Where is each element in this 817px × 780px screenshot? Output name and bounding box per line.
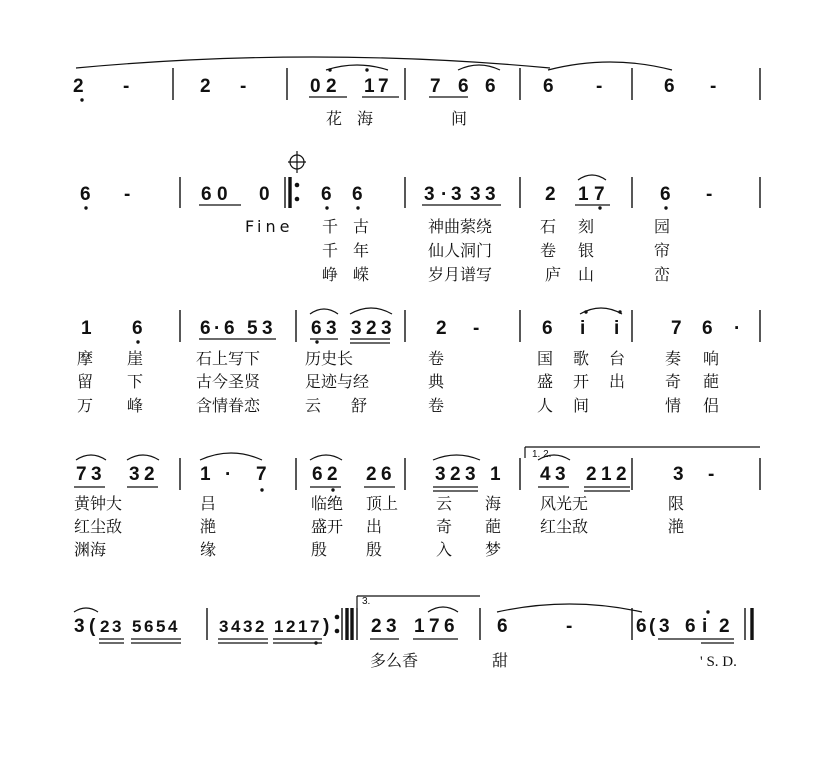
note: 3 [555,464,566,485]
lyric: 刻 [578,217,595,236]
note: 2 [255,617,265,636]
lyric: 云 [436,494,453,513]
slur [350,308,392,314]
slur [428,607,458,612]
note: 2 [436,318,447,339]
slur [433,455,480,460]
note: 2 [616,464,627,485]
lyric: 歌 [573,349,590,368]
note: 4 [231,617,241,636]
note: 6 [201,184,212,205]
note: 3 [470,184,481,205]
note: 0 [310,76,321,97]
note: 6 [132,318,143,339]
lyric: 卷 [428,396,445,415]
lyric: 风光无 [540,494,589,513]
lyric: 银 [578,241,595,260]
lyric: 奏 [665,349,682,368]
lyric: 入 [436,540,453,559]
dal-segno-mark: ' S. D. [700,654,737,670]
volta-label: 3. [362,596,371,607]
dash: - [473,318,480,339]
lyric: 多么香 [370,651,419,670]
lyric: 渊海 [74,540,107,559]
note: 2 [73,76,84,97]
lyric: 殷 [366,540,383,559]
note: 3 [326,318,337,339]
octave-dot [706,610,709,613]
lyric: 足迹与经 [305,372,370,391]
line-3 [77,318,740,415]
octave-dot [80,98,83,101]
lyric: 千 [322,241,339,260]
lyric: 年 [353,241,370,260]
note: 3 [243,617,253,636]
note: 1 [578,184,589,205]
note: 3 [381,318,392,339]
lyric: 缘 [200,540,217,559]
slur [74,608,98,612]
note: 3 [485,184,496,205]
lyric: 峰 [127,396,144,415]
note: 6 [311,318,322,339]
dash: - [596,76,603,97]
repeat-dot [335,615,340,620]
slur [310,309,338,314]
repeat-dot [295,183,300,188]
lyric: 国 [537,349,554,368]
lyric: 帘 [654,241,671,260]
lyric: 顶上 [366,494,399,513]
note: 6 [660,184,671,205]
line-2 [80,184,712,284]
slur [497,604,642,612]
lyric: 留 [77,372,94,391]
slur [458,65,500,70]
note: 6 [224,318,235,339]
lyric: 岁月谱写 [428,265,493,284]
note: 6 [444,616,455,637]
octave-dot [260,488,263,491]
note: 1 [414,616,425,637]
dash: - [566,616,573,637]
lyric: 葩 [703,372,720,391]
note: i [702,616,708,637]
note: 6 [543,76,554,97]
paren: ( [89,616,96,637]
slur [548,62,672,70]
lyric: 吕 [200,494,217,513]
note: 6 [80,184,91,205]
lyric: 万 [77,396,94,415]
lyric: 下 [127,372,144,391]
lyric: 响 [703,349,720,368]
note: 2 [545,184,556,205]
slur [76,455,106,460]
note: 1 [601,464,612,485]
paren: ) [323,616,330,637]
note: 1 [200,464,211,485]
slur [326,65,388,70]
note: 0 [217,184,228,205]
note: 2 [586,464,597,485]
lyric: 红尘敌 [74,517,123,536]
note: 6 [200,318,211,339]
note: 6 [458,76,469,97]
octave-dot [356,206,359,209]
lyric: 神曲萦绕 [428,217,493,236]
octave-dot [136,340,139,343]
note: 3 [129,464,140,485]
note: 2 [366,318,377,339]
note: 6 [664,76,675,97]
lyric: 峥 [322,265,339,284]
octave-dot [314,641,317,644]
octave-dot [315,340,318,343]
paren: ( [649,616,656,637]
lyric: 甜 [492,651,509,670]
note: 2 [144,464,155,485]
lyric: 云 [305,396,322,415]
line-1 [73,76,716,128]
note: 7 [310,617,320,636]
note: 3 [386,616,397,637]
octave-dot [598,206,601,209]
note: 7 [671,318,682,339]
lyric: 园 [654,217,671,236]
dash: - [240,76,247,97]
slur [76,57,550,68]
lyric: 侣 [703,396,720,415]
lyric: 梦 [485,540,502,559]
note: 6 [381,464,392,485]
lyric: 红尘敌 [540,517,589,536]
lyric: 崖 [127,349,144,368]
lyric: 滟 [200,517,217,536]
lyric: 嵘 [353,265,370,284]
note: 1 [81,318,92,339]
note: 6 [312,464,323,485]
note: 6 [636,616,647,637]
octave-dot [325,206,328,209]
note: 5 [247,318,258,339]
note: 1 [364,76,375,97]
note: 6 [685,616,696,637]
lyric: 典 [428,372,445,391]
note: 5 [156,617,166,636]
lyric: 海 [357,109,374,128]
note: 3 [451,184,462,205]
lyric: 间 [573,396,590,415]
lyric: 石上写下 [196,349,261,368]
lyric: 滟 [668,517,685,536]
dash: - [708,464,715,485]
note: 3 [673,464,684,485]
lyric: 卷 [540,241,557,260]
note: 3 [74,616,85,637]
note: 2 [200,76,211,97]
note: 3 [659,616,670,637]
lyric: 临绝 [311,494,344,513]
slur [127,455,159,460]
note: 0 [259,184,270,205]
aug-dot: · [441,184,448,205]
lyric: 盛开 [311,517,344,536]
lyric: 石 [540,217,557,236]
note: 6 [352,184,363,205]
note: 3 [465,464,476,485]
note: 6 [702,318,713,339]
lyric: 台 [609,349,626,368]
lyric: 奇 [665,372,682,391]
aug-dot: · [734,318,741,339]
note: 6 [485,76,496,97]
note: 3 [424,184,435,205]
lyric: 历史长 [305,349,354,368]
lyric: 情 [665,396,682,415]
dash: - [123,76,130,97]
lyric: 摩 [77,349,94,368]
notation-marks [74,57,760,645]
note: 3 [262,318,273,339]
lyric: 出 [609,372,626,391]
lyric: 殷 [311,540,328,559]
note: 1 [490,464,501,485]
lyric: 海 [485,494,502,513]
lyric: 葩 [485,517,502,536]
lyric: 限 [668,494,685,513]
note: 6 [321,184,332,205]
lyric: 峦 [654,265,671,284]
lyric: 山 [578,265,595,284]
lyric: 古今圣贤 [196,372,261,391]
volta-label: 1. 2. [532,449,552,460]
note: 3 [351,318,362,339]
note: 6 [497,616,508,637]
line-5 [74,596,737,670]
note: 3 [91,464,102,485]
note: 7 [594,184,605,205]
lyric: 盛 [537,372,554,391]
octave-dot [84,206,87,209]
note: 4 [168,617,178,636]
lyric: 花 [326,109,343,128]
slur [578,175,606,180]
lyric: 千 [322,217,339,236]
note: 7 [430,76,441,97]
octave-dot [664,206,667,209]
lyric: 黄钟大 [74,494,123,513]
repeat-dot [295,197,300,202]
note: 3 [219,617,229,636]
lyric: 出 [366,517,383,536]
note: 6 [144,617,154,636]
note: 2 [327,464,338,485]
lyric: 卷 [428,349,445,368]
note: 2 [100,617,110,636]
line-4 [74,449,714,559]
repeat-dot [335,629,340,634]
lyric: 舒 [351,396,368,415]
note: 1 [298,617,308,636]
lyric: 仙人洞门 [428,241,493,260]
note: i [580,318,586,339]
aug-dot: · [214,318,221,339]
lyric: 庐 [545,265,562,284]
slur [200,453,262,460]
note: 2 [326,76,337,97]
note: 7 [256,464,267,485]
note: 1 [274,617,284,636]
note: 2 [371,616,382,637]
note: 3 [112,617,122,636]
lyric: 人 [537,396,554,415]
octave-dot [331,488,334,491]
fine-mark: Fine [245,217,294,236]
lyric: 古 [353,217,370,236]
note: 2 [286,617,296,636]
note: i [614,318,620,339]
note: 4 [540,464,551,485]
lyric: 含情眷恋 [196,396,261,415]
dash: - [706,184,713,205]
lyric: 开 [573,372,590,391]
note: 7 [76,464,87,485]
note: 3 [435,464,446,485]
lyric: 间 [451,109,468,128]
note: 2 [366,464,377,485]
slur [310,455,342,460]
dash: - [710,76,717,97]
aug-dot: · [225,464,232,485]
note: 6 [542,318,553,339]
lyric: 奇 [436,517,453,536]
note: 2 [450,464,461,485]
dash: - [124,184,131,205]
note: 7 [378,76,389,97]
note: 2 [719,616,730,637]
note: 7 [429,616,440,637]
note: 5 [132,617,142,636]
octave-dot [365,68,368,71]
